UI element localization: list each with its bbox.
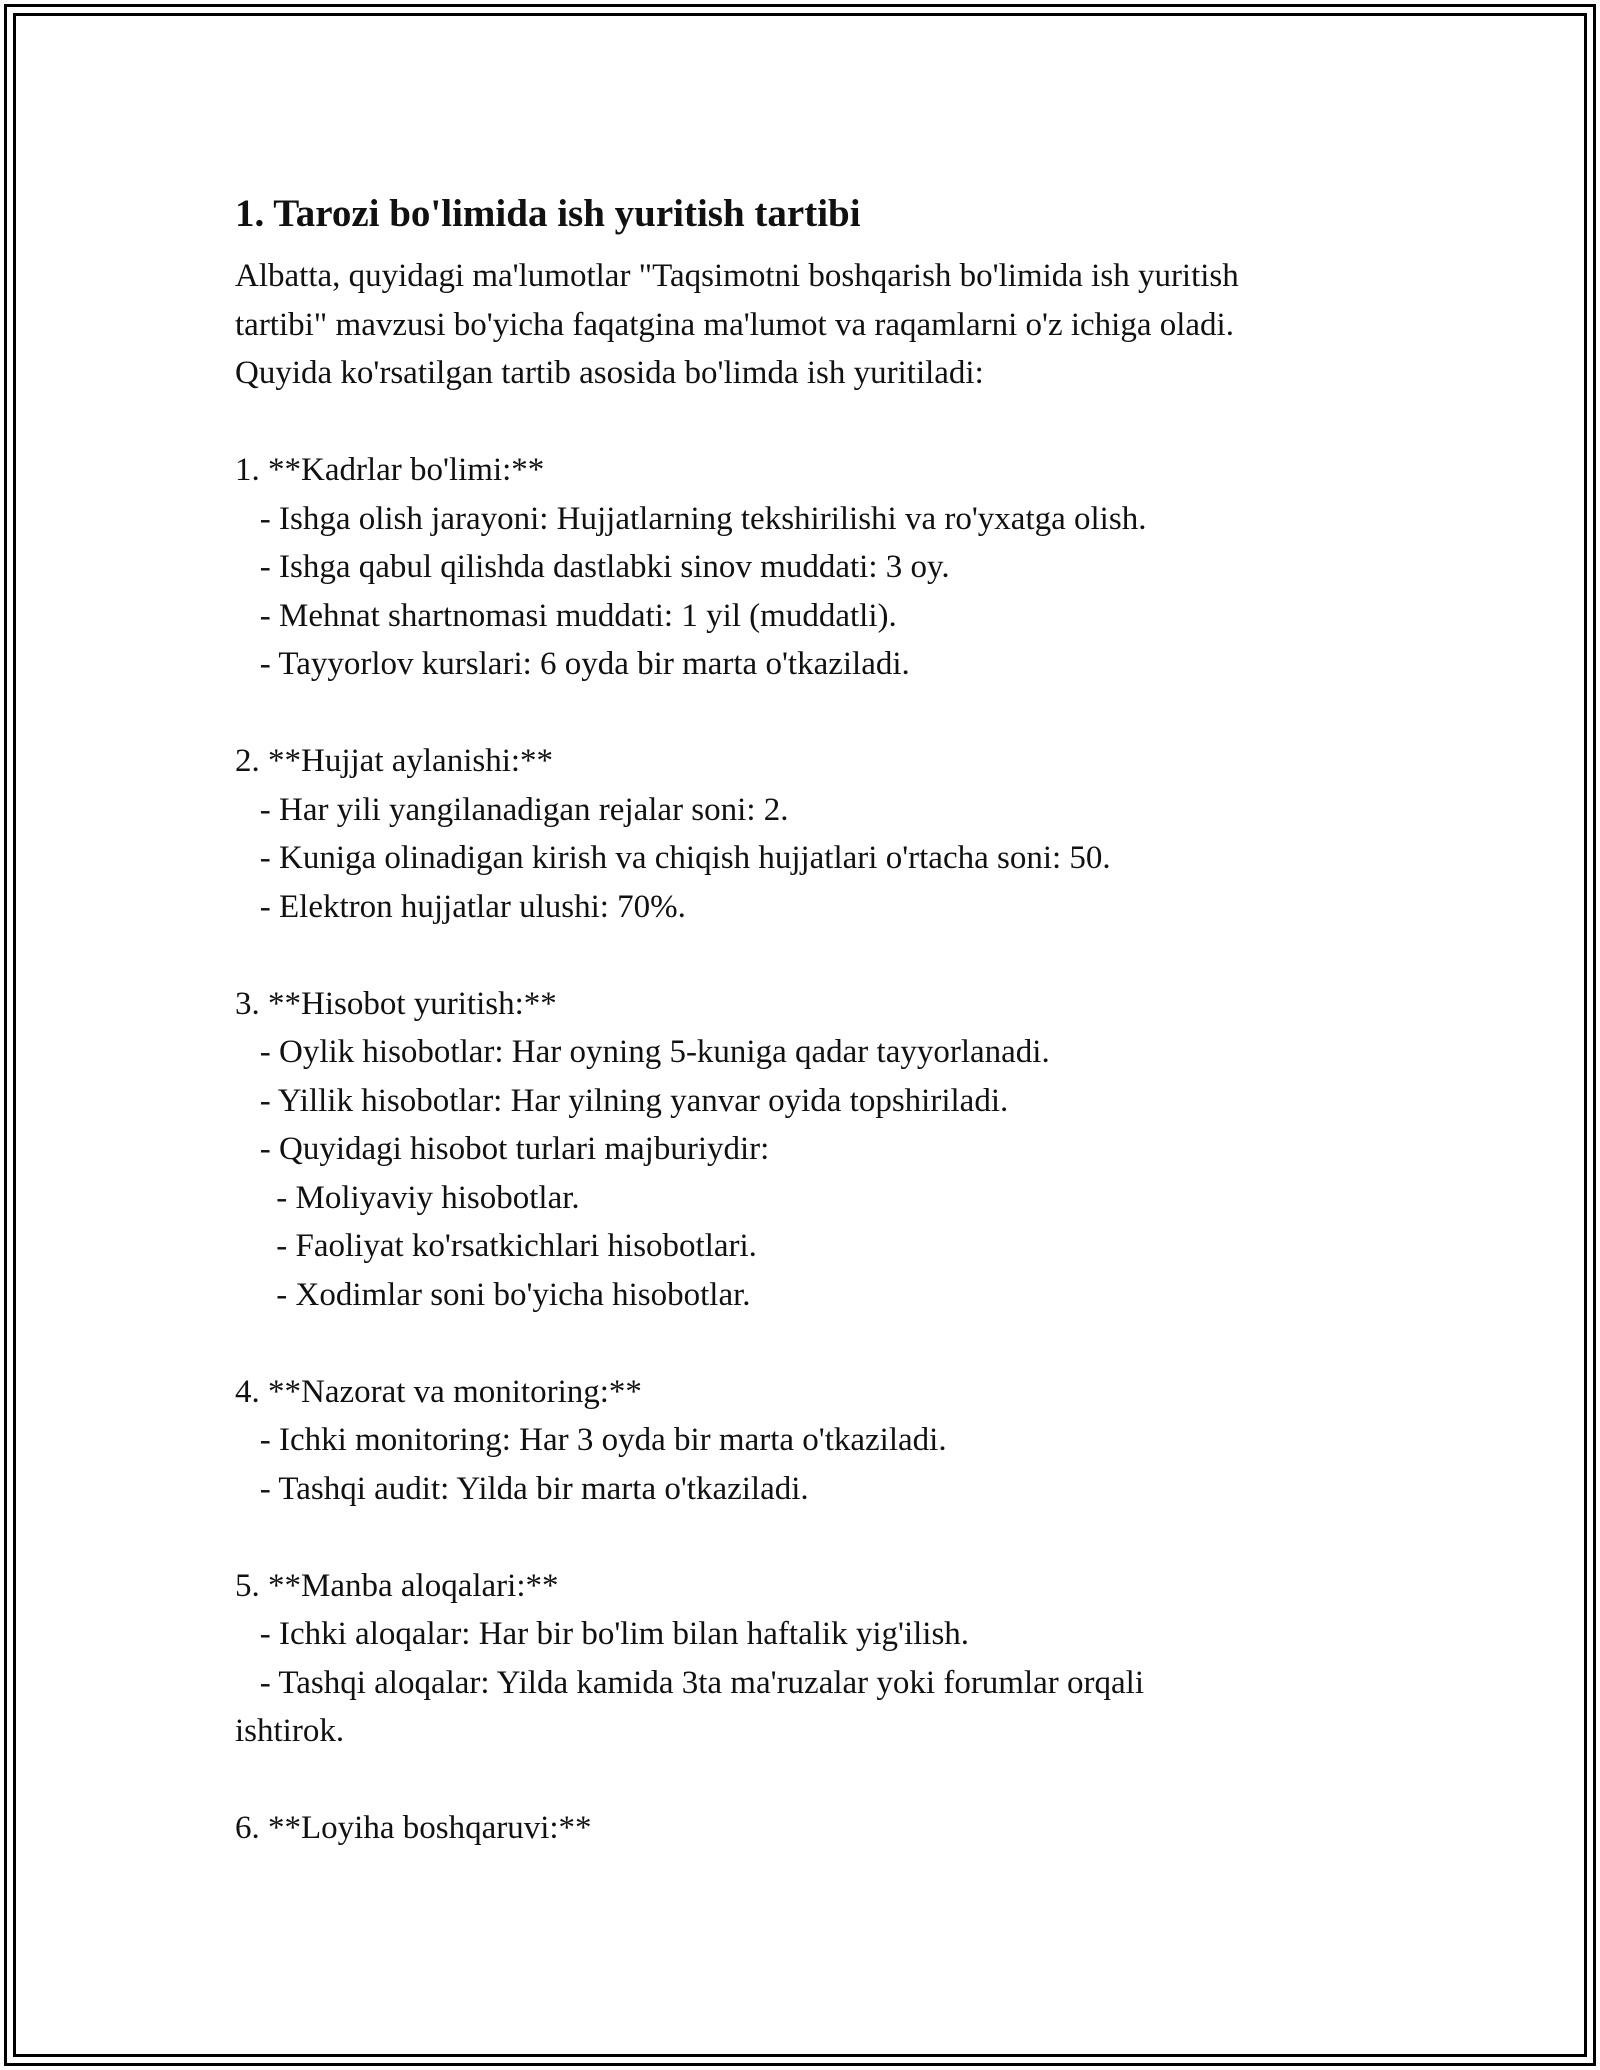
document-title: 1. Tarozi bo'limida ish yuritish tartibi — [235, 192, 861, 235]
document-content — [235, 180, 1395, 1853]
document-body: Albatta, quyidagi ma'lumotlar "Taqsimotni boshqarish bo'limida ish yuritish tartibi" mavzusi bo'yicha faqatgina ma'lumot va raqamlarni o'z ichiga oladi. Quyida ko'rsatilgan tartib asosida bo'limda ish yuritiladi: 1. **Kadrlar bo'limi:** - Ishga olish jarayoni: Hujjatlarning tekshirilishi va ro'yxatga olish. - Ishga qabul qilishda dastlabki sinov muddati: 3 oy. - Mehnat shartnomasi muddati: 1 yil (muddatli). - Tayyorlov kurslari: 6 oyda bir marta o'tkaziladi. 2. **Hujjat aylanishi:** - Har yili yangilanadigan rejalar soni: 2. - Kuniga olinadigan kirish va chiqish hujjatlari o'rtacha soni: 50. - Elektron hujjatlar ulushi: 70%. 3. **Hisobot yuritish:** - Oylik hisobotlar: Har oyning 5-kuniga qadar tayyorlanadi. - Yillik hisobotlar: Har yilning yanvar oyida topshiriladi. - Quyidagi hisobot turlari majburiydir: - Moliyaviy hisobotlar. - Faoliyat ko'rsatkichlari hisobotlari. - Xodimlar soni bo'yicha hisobotlar. 4. **Nazorat va monitoring:** - Ichki monitoring: Har 3 oyda bir marta o'tkaziladi. - Tashqi audit: Yilda bir marta o'tkaziladi. 5. **Manba aloqalari:** - Ichki aloqalar: Har bir bo'lim bilan haftalik yig'ilish. - Tashqi aloqalar: Yilda kamida 3ta ma'ruzalar yoki forumlar orqali ishtirok. 6. **Loyiha boshqaruvi:** — [235, 258, 1239, 1846]
